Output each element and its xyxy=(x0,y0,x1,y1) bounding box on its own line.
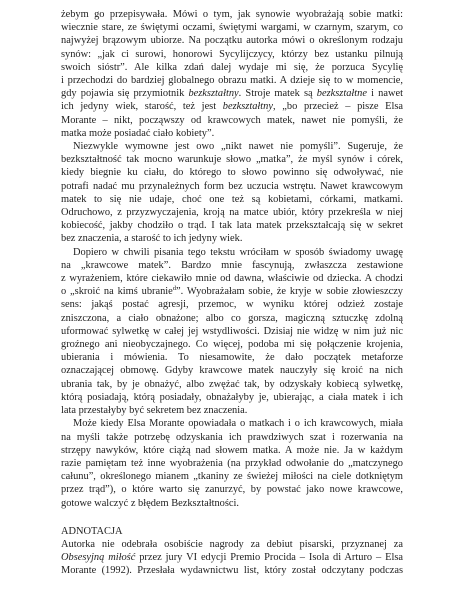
footnote-marker[interactable]: d xyxy=(172,285,177,293)
text-run: ich jedyny wiek, starość, też jest xyxy=(61,101,223,113)
text-line: gotowe walczyć z błędem Bezkształtności. xyxy=(61,497,240,509)
text-line: Niezwykle wymowne jest owo „nikt nawet nie pomyśli”. Sugeruje, że xyxy=(73,141,403,153)
text-line: na myśli także potrzebę odzyskania ich prawdziwych szat i rozerwania na xyxy=(61,431,403,443)
text-run: o „skroić na kimś ubranie xyxy=(61,286,173,298)
text-line: bezkształtność tak mocno warunkuje słowo „matka”, że myśl synów i córek, xyxy=(61,154,403,166)
text-line: synów: „jak ci surowi, honorowi Sycylijczycy, którzy bez ustanku pilnują xyxy=(61,48,403,60)
book-title: Obsesyjną miłość xyxy=(61,552,136,564)
paragraph-3 xyxy=(61,246,403,418)
paragraph-1 xyxy=(61,8,403,140)
text-line: i przechodzi do bardziej globalnego obrazu matki. A dzieje się to w momencie, xyxy=(61,75,403,87)
text-line: ubrania tak, by je obnażyć, albo zwężać tak, by odzyskały kobiecą sylwetkę, xyxy=(61,378,403,390)
italic-term: bezkształtne xyxy=(316,88,367,100)
text-run: przez jury VI edycji Premio Procida – Isola di Arturo – Elsa xyxy=(135,552,403,564)
text-line: lata przestałyby być sekretem bez znaczenia. xyxy=(61,405,248,417)
text-line xyxy=(61,87,403,100)
text-line: ubierania i mówienia. To niesamowite, że dało początek metaforze xyxy=(61,352,403,364)
text-line: swoich sióstr”. Ale kilka zdań dalej wydaje mi się, że porzuca Sycylię xyxy=(61,61,403,73)
text-line xyxy=(61,285,403,298)
italic-term: bezkształtny xyxy=(188,88,239,100)
text-line: przez trąd”), o które warto się zanurzyć, by powstać jako nowe krawcowe, xyxy=(61,484,403,496)
text-line: kobiecość, jakby chodziło o trąd. I tak lata matek przekształcają się w sekret xyxy=(61,220,403,232)
text-line: potrafi nadać mu przynależnych form bez uczucia wstrętu. Nawet krawcowym xyxy=(61,180,403,192)
text-line: groźnego ani nieobyczajnego. Co więcej, podoba mi się połączenie krojenia, xyxy=(61,339,403,351)
text-line: Może kiedy Elsa Morante opowiadała o matkach i o ich krawcowych, miała xyxy=(73,418,403,430)
text-line: kiedy biegnie ku ciału, do którego to słowo powinno się odwoływać, nie xyxy=(61,167,403,179)
text-line: Dopiero w chwili pisania tego tekstu wróciłam w sposób świadomy uwagę xyxy=(73,246,403,258)
text-run: , „bo przecież – pisze Elsa xyxy=(273,101,403,113)
note-paragraph xyxy=(61,538,403,578)
text-line: bez znaczenia, a starość to ich jedyny wiek. xyxy=(61,233,243,245)
text-line: matek to się nie udaje, choć one też są kobietami, córkami, matkami. xyxy=(61,193,403,205)
text-line: zniszczona, a ciało obnażone; albo co gorsza, magiczną sztuczkę zdolną xyxy=(61,312,403,324)
text-line: którą posiadają, którą posiadały, obnażałyby je, ubierając, a ciała matek i ich xyxy=(61,391,403,403)
paragraph-4 xyxy=(61,417,403,509)
text-line: sens: jakąś postać agresji, przemoc, w wyniku której odzież zostaje xyxy=(61,299,403,311)
text-line xyxy=(61,100,403,113)
text-line: Odruchowo, z przyzwyczajenia, kroją na matce ubiór, który przekreśla w niej xyxy=(61,207,403,219)
text-line: uformować sylwetkę w całej jej wstydliwości. Dzisiaj nie widzę w nim już nic xyxy=(61,325,403,337)
italic-term: bezkształtny xyxy=(222,101,273,113)
text-line: razie pamiętam też inne wyobrażenia (na przykład odwołanie do „matczynego xyxy=(61,457,403,469)
text-line: Morante – nikt, począwszy od krawcowych matek, nawet nie pomyśli, że xyxy=(61,114,403,126)
text-line: najwyżej brązowym ubiorze. Na początku autorka mówi o określonym rodzaju xyxy=(61,35,403,47)
note-heading: ADNOTACJA xyxy=(61,525,123,537)
text-line: żebym go przepisywała. Mówi o tym, jak synowie wyobrażają sobie matki: xyxy=(61,9,403,20)
text-run: gdy pojawia się przymiotnik xyxy=(61,88,189,100)
text-line: strzępy nawyków, które ciążą nad słowem matka. A może nie. Ja w każdym xyxy=(61,444,403,456)
text-line: oznaczającej obmowę. Gdyby krawcowe matek nauczyły się kroić na nich xyxy=(61,365,403,377)
text-run: . Stroje matek są xyxy=(238,88,317,100)
text-run: ”. Wyobrażałam sobie, że kryje w sobie złowieszczy xyxy=(176,286,403,298)
section-spacer xyxy=(61,510,403,525)
text-line: z wyrażeniem, które ciekawiło mnie od dawna, właściwie od dziecka. A chodzi xyxy=(61,273,403,285)
text-line: całunu”, określonego mianem „tkaniny ze świeżej miłości na ciele dotkniętym xyxy=(61,471,403,483)
text-run: i nawet xyxy=(366,88,403,100)
text-line: Autorka nie odebrała osobiście nagrody za debiut pisarski, przyznanej za xyxy=(61,538,403,550)
text-line: Morante (1992). Przesłała wydawnictwu list, który został odczytany podczas xyxy=(61,565,403,577)
text-line: wiecznie stare, ze świętymi oczami, świętymi wargami, w czarnym, szarym, co xyxy=(61,22,403,34)
text-line: matka może posiadać ciało kobiety”. xyxy=(61,127,215,139)
text-line xyxy=(61,551,403,564)
paragraph-2 xyxy=(61,140,403,246)
text-line: na „krawcowe matek”. Bardzo mnie fascynują, zwłaszcza zestawione xyxy=(61,259,403,271)
